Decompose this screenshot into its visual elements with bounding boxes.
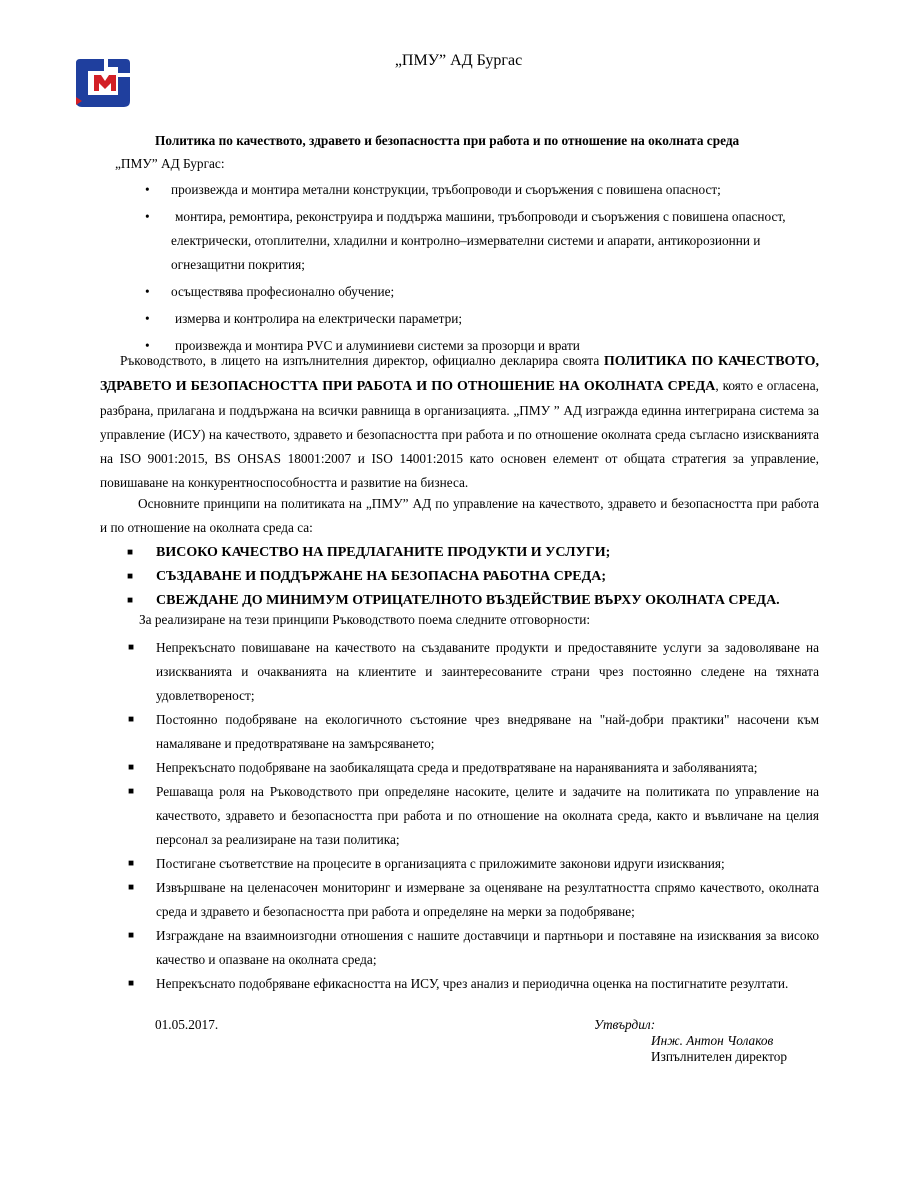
list-item: ■ Извършване на целенасочен мониторинг и измерване за оценяване на резултатността спрямо качеството, околната среда и здравето и безопасността при работа и определяне на мерки за подобряване;: [0, 876, 917, 924]
company-name: „ПМУ” АД Бургас: [394, 52, 523, 69]
list-item: ■ Изграждане на взаимноизгодни отношения с нашите доставчици и партньори и поставяне на изисквания за високо качество и опазване на околната среда;: [0, 924, 917, 972]
list-item: ■ СВЕЖДАНЕ ДО МИНИМУМ ОТРИЦАТЕЛНОТО ВЪЗДЕЙСТВИЕ ВЪРХУ ОКОЛНАТА СРЕДА.: [0, 589, 917, 613]
bullet-icon: ■: [128, 882, 135, 893]
responsibilities-intro: За реализиране на тези принципи Ръководството поема следните отговорности:: [139, 612, 591, 627]
signer-role: Изпълнителен директор: [651, 1049, 788, 1064]
bullet-icon: ■: [127, 547, 134, 558]
declaration-paragraph: Ръководството, в лицето на изпълнителния директор, официално декларира своята ПОЛИТИКА ПО КАЧЕСТВОТО, ЗДРАВЕТО И БЕЗОПАСНОСТТА ПРИ РАБОТА И ПО ОТНОШЕНИЕ НА ОКОЛНАТА СРЕДА, която е огласена, разбрана, прилагана и поддържана на всички равнища в организацията. „ПМУ ” АД изгражда единна интегрирана система за управление (ИСУ) на качеството, здравето и безопасността при работа и по отношение околната среда съгласно изискванията на ISO 9001:2015, BS OHSAS 18001:2007 и ISO 14001:2015 като основен елемент от общата стратегия за управление, повишаване на конкурентноспособността и развитие на бизнеса.: [100, 353, 819, 490]
list-item: ■ ВИСОКО КАЧЕСТВО НА ПРЕДЛАГАНИТЕ ПРОДУКТИ И УСЛУГИ;: [0, 541, 917, 565]
list-item: • произвежда и монтира метални конструкции, тръбопроводи и съоръжения с повишена опасност;: [0, 178, 917, 202]
principles-intro-paragraph: Основните принципи на политиката на „ПМУ” АД по управление на качеството, здравето и безопасността при работа и по отношение на околната среда са:: [100, 496, 819, 535]
list-item: ■ Непрекъснато подобряване на заобикалящата среда и предотвратяване на нараняванията и заболяванията;: [0, 756, 917, 780]
list-item: • измерва и контролира на електрически параметри;: [0, 307, 917, 331]
list-item: ■ Постоянно подобряване на екологичното състояние чрез внедряване на "най-добри практики" насочени към намаляване и предотвратяване на замърсяването;: [0, 708, 917, 756]
list-item: ■ СЪЗДАВАНЕ И ПОДДЪРЖАНЕ НА БЕЗОПАСНА РАБОТНА СРЕДА;: [0, 565, 917, 589]
bullet-icon: •: [145, 284, 150, 299]
bullet-icon: ■: [128, 762, 135, 773]
list-item: ■ Непрекъснато подобряване ефикасността на ИСУ, чрез анализ и периодична оценка на постигнатите резултати.: [0, 972, 917, 996]
list-item: ■ Решаваща роля на Ръководството при определяне насоките, целите и задачите на политиката по управление на качеството, здравето и безопасността при работа и по отношение на околната среда, както и въвличане на целия персонал за реализиране на тази политика;: [0, 780, 917, 852]
policy-title: Политика по качеството, здравето и безопасността при работа и по отношение на околната среда: [155, 133, 740, 148]
approved-label: Утвърдил:: [594, 1017, 656, 1032]
list-item: ■ Непрекъснато повишаване на качеството на създаваните продукти и предоставяните услуги за задоволяване на изискванията и очакванията на клиентите и заинтересованите страни чрез постоянно следене на тяхната удовлетвореност;: [0, 636, 917, 708]
list-item: • произвежда и монтира PVC и алуминиеви системи за прозорци и врати: [0, 334, 917, 358]
intro-text: „ПМУ” АД Бургас:: [115, 156, 225, 171]
bullet-icon: ■: [127, 595, 134, 606]
bullet-icon: •: [145, 338, 150, 353]
bullet-icon: ■: [128, 714, 135, 725]
bullet-icon: ■: [128, 978, 135, 989]
responsibilities-list: [0, 636, 917, 996]
signer-name: Инж. Антон Чолаков: [651, 1033, 774, 1048]
bullet-icon: •: [145, 311, 150, 326]
bullet-icon: ■: [127, 571, 134, 582]
list-item: • монтира, ремонтира, реконструира и поддържа машини, тръбопроводи и съоръжения с повишена опасност, електрически, отоплителни, хладилни и контролно–измервателни системи и апарати, антикорозионни и огнезащитни покрития;: [0, 205, 917, 277]
bullet-icon: •: [145, 182, 150, 197]
bullet-icon: ■: [128, 786, 135, 797]
list-item: ■ Постигане съответствие на процесите в организацията с приложимите законови идруги изисквания;: [0, 852, 917, 876]
principles-list: [0, 541, 917, 613]
bullet-icon: ■: [128, 858, 135, 869]
bullet-icon: ■: [128, 930, 135, 941]
bullet-icon: •: [145, 209, 150, 224]
bullet-icon: ■: [128, 642, 135, 653]
document-date: 01.05.2017.: [155, 1017, 219, 1032]
scope-list: [0, 178, 917, 358]
list-item: • осъществява професионално обучение;: [0, 280, 917, 304]
